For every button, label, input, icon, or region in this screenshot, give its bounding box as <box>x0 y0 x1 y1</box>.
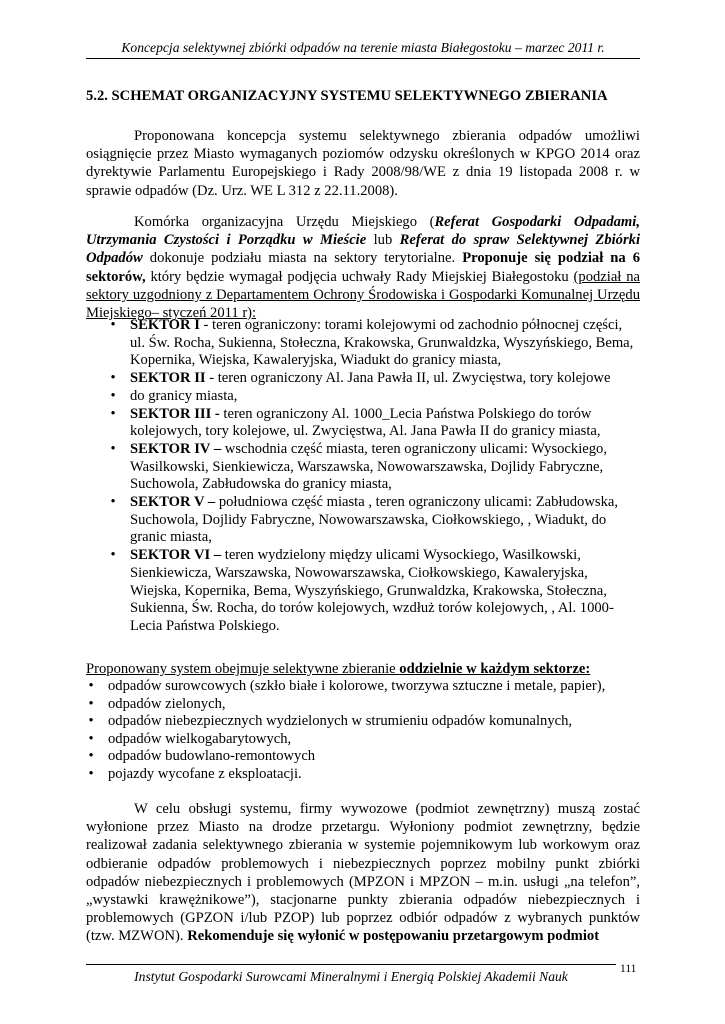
sector-list <box>108 317 638 636</box>
waste-type-list <box>86 678 640 783</box>
list-item <box>86 713 640 731</box>
sector-agreement-note: (podział na sektory uzgodniony z Departamentem Ochrony Środowiska i Gospodarki Komunalnej Urzędu Miejskiego– styczeń 2011 r): <box>86 268 640 322</box>
footer-institution: Instytut Gospodarki Surowcami Mineralnymi i Energią Polskiej Akademii Nauk <box>134 969 568 984</box>
running-header: Koncepcja selektywnej zbiórki odpadów na terenie miasta Białegostoku – marzec 2011 r. <box>121 40 605 55</box>
sector-description: do granicy miasta, <box>130 387 238 404</box>
sector-label: SEKTOR II <box>130 370 206 387</box>
list-item <box>108 406 638 441</box>
paragraph-service-text: W celu obsługi systemu, firmy wywozowe (podmiot zewnętrzny) muszą zostać wyłonione przez Miasto na drodze przetargu. Wyłoniony podmiot zewnętrzny, będzie realizował zadania selektywnego zbierania w systemie pojemnikowym lub workowym oraz odbieranie odpadów problemowych i niebezpiecznych poprzez mobilny punkt zbiórki odpadów niebezpiecznych i problemowych (MPZON i MPZON – m.in. usługi „na telefon”, „wystawki krawężnikowe”), stacjonarne punkty zbierania odpadów niebezpiecznych i problemowych (GPZON i/lub PZOP) lub poprzez odbiór odpadów z wybranych punktów (tzw. MZWON). <box>86 801 640 945</box>
list-item <box>108 370 638 388</box>
list-item <box>86 678 640 696</box>
sector-label: SEKTOR I <box>130 317 200 333</box>
waste-type: odpadów wielkogabarytowych, <box>108 730 292 747</box>
paragraph-organization-text: który będzie wymagał podjęcia uchwały Rady Miejskiej Białegostoku <box>145 268 574 285</box>
list-item <box>86 766 640 784</box>
bullet-icon: • <box>88 748 94 764</box>
page-number: 111 <box>620 963 637 975</box>
paragraph-organization-text: Komórka organizacyjna Urzędu Miejskiego ( <box>134 214 435 230</box>
list-item <box>86 748 640 766</box>
list-item <box>108 388 638 406</box>
paragraph-organization-text: lub <box>366 232 400 249</box>
waste-type: odpadów niebezpiecznych wydzielonych w strumieniu odpadów komunalnych, <box>108 713 573 729</box>
bullet-icon: • <box>110 387 116 404</box>
department-name-2: Referat do spraw Selektywnej Zbiórki Odpadów <box>86 232 640 267</box>
paragraph-organization <box>86 213 640 322</box>
list-item <box>108 441 638 494</box>
sector-description: teren wydzielony między ulicami Wysockiego, Wasilkowski, Sienkiewicza, Warszawska, Nowowarszawska, Ciołkowskiego, Kawaleryjska, Wiejska, Kopernika, Bema, Wyszyńskiego, Grunwaldzka, Krakowska, Stołeczna, Sukienna, Św. Rocha, do torów kolejowych, wzdłuż torów kolejowych, , Al. 1000- Lecia Państwa Polskiego. <box>130 547 614 634</box>
recommendation-emphasis: Rekomenduje się wyłonić w postępowaniu przetargowym podmiot <box>187 928 600 945</box>
sector-description: - teren ograniczony Al. Jana Pawła II, ul. Zwycięstwa, tory kolejowe <box>205 370 611 387</box>
bullet-icon: • <box>88 730 94 747</box>
bullet-icon: • <box>88 695 94 712</box>
section-title: 5.2. SCHEMAT ORGANIZACYJNY SYSTEMU SELEKTYWNEGO ZBIERANIA <box>86 88 608 104</box>
paragraph-organization-text: dokonuje podziału miasta na sektory terytorialne. <box>142 250 463 267</box>
list-item <box>108 494 638 547</box>
bullet-icon: • <box>88 678 94 694</box>
paragraph-service <box>86 800 640 946</box>
bullet-icon: • <box>110 370 116 387</box>
list-item <box>108 547 638 636</box>
sector-description: południowa część miasta , teren ograniczony ulicami: Zabłudowska, Suchowola, Dojlidy Fabryczne, Nowowarszawska, Ciołkowskiego, , Wiadukt, do granic miasta, <box>130 494 618 546</box>
sector-description: teren ograniczony Al. 1000_Lecia Państwa Polskiego do torów kolejowych, tory kolejowe, ul. Zwycięstwa, Al. Jana Pawła II do granicy miasta, <box>130 405 601 440</box>
waste-type: pojazdy wycofane z eksploatacji. <box>108 765 302 782</box>
sector-label: SEKTOR IV – <box>130 440 222 457</box>
header-divider <box>86 58 640 59</box>
bullet-icon: • <box>88 713 94 729</box>
department-name-1: Referat Gospodarki Odpadami, Utrzymania Czystości i Porządku w Mieście <box>86 214 640 249</box>
bullet-icon: • <box>110 494 116 511</box>
waste-type: odpadów zielonych, <box>108 695 226 712</box>
paragraph-system-scope <box>86 660 640 678</box>
sector-label: SEKTOR VI – <box>130 547 222 564</box>
waste-type: odpadów budowlano-remontowych <box>108 748 316 764</box>
waste-type: odpadów surowcowych (szkło białe i kolorowe, tworzywa sztuczne i metale, papier), <box>108 678 606 694</box>
bullet-icon: • <box>110 440 116 457</box>
footer-divider <box>86 964 616 965</box>
paragraph-intro: Proponowana koncepcja systemu selektywnego zbierania odpadów umożliwi osiągnięcie przez Miasto wymaganych poziomów odzysku określonych w KPGO 2014 oraz dyrektywie Parlamentu Europejskiego i Rady 2008/98/WE z dnia 19 listopada 2008 r. w sprawie odpadów (Dz. Urz. WE L 312 z 22.11.2008). <box>86 128 640 199</box>
sector-description: wschodnia część miasta, teren ograniczony ulicami: Wysockiego, Wasilkowski, Sienkiewicza, Warszawska, Nowowarszawska, Dojlidy Fabryczne, Suchowola, Zabłudowska do granicy miasta, <box>130 440 607 493</box>
bullet-icon: • <box>110 547 116 564</box>
list-item <box>108 317 638 370</box>
sector-description: - teren ograniczony: torami kolejowymi od zachodnio północnej części, ul. Św. Rocha, Sukienna, Stołeczna, Krakowska, Grunwaldzka, Wyszyńskiego, Bema, Kopernika, Wiejska, Kawaleryjska, Wiadukt do granicy miasta, <box>130 317 634 369</box>
system-scope-text: Proponowany system obejmuje selektywne zbieranie <box>86 661 400 677</box>
sector-label: SEKTOR V – <box>130 494 216 511</box>
bullet-icon: • <box>110 317 116 333</box>
sector-label: SEKTOR III - <box>130 405 220 422</box>
bullet-icon: • <box>88 765 94 782</box>
system-scope-emphasis: oddzielnie w każdym sektorze: <box>399 661 591 677</box>
bullet-icon: • <box>110 405 116 422</box>
list-item <box>86 696 640 714</box>
list-item <box>86 731 640 749</box>
sector-proposal-emphasis: Proponuje się podział na 6 sektorów, <box>86 250 640 285</box>
